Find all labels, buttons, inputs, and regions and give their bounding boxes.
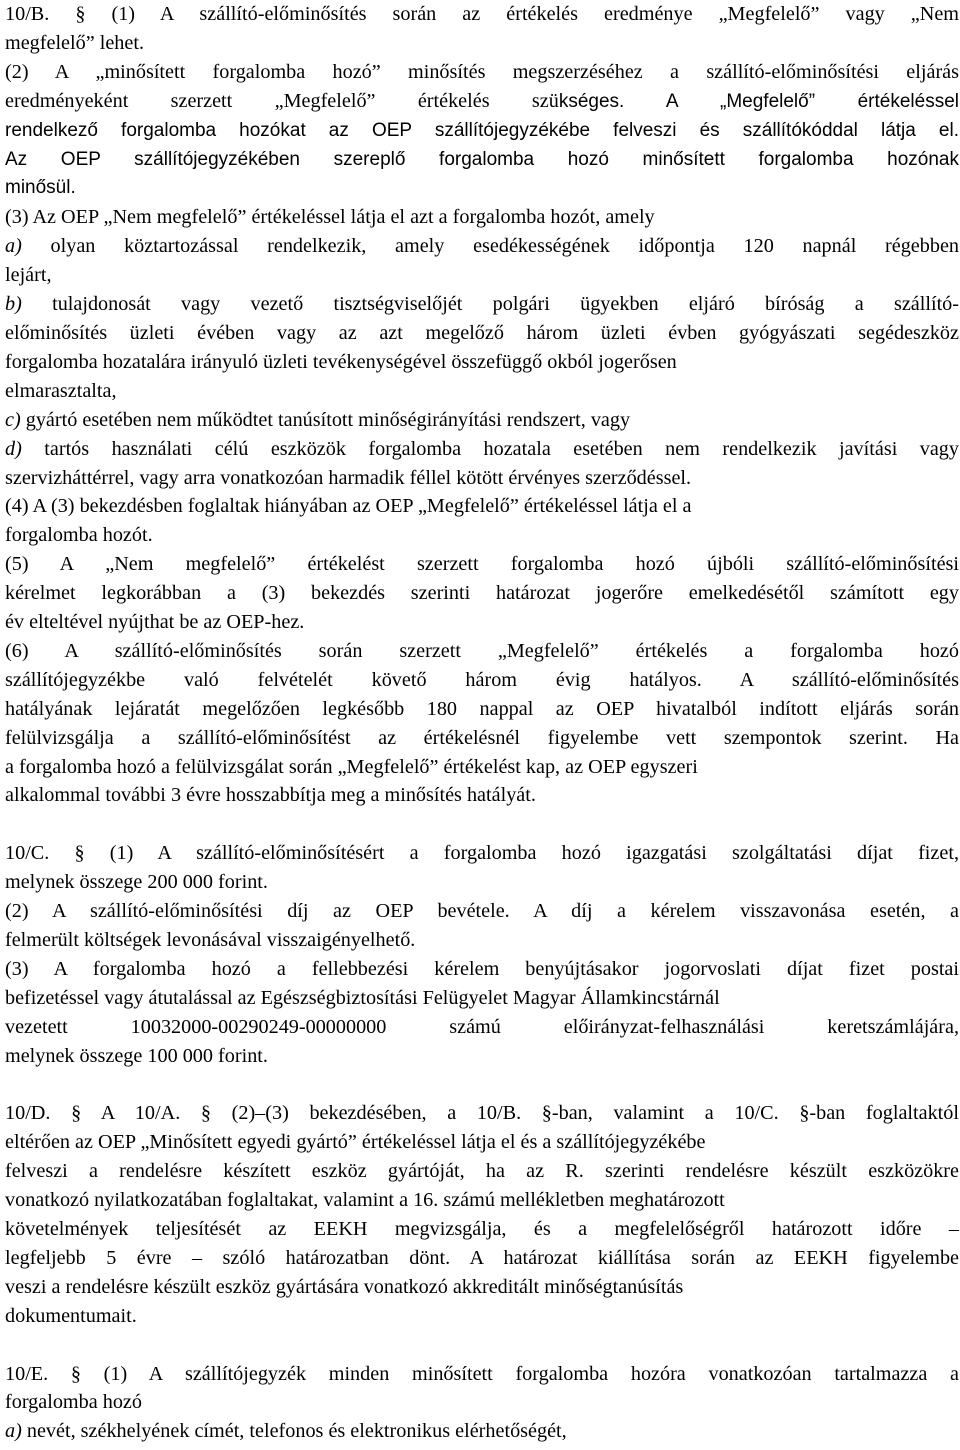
text-line xyxy=(5,87,959,117)
text-line xyxy=(5,0,959,29)
text-line xyxy=(5,1186,959,1215)
text-line xyxy=(5,1302,959,1331)
text-segment: minősül. xyxy=(5,177,76,199)
text-segment: dokumentumait. xyxy=(5,1304,137,1327)
text-segment: követelmények teljesítését az EEKH megvizsgálja, és a megfelelőségről határozott időre – xyxy=(5,1218,959,1241)
text-segment: (4) A (3) bekezdésben foglaltak hiányában az OEP „Megfelelő” értékeléssel látja el a xyxy=(5,495,692,518)
text-line xyxy=(5,203,959,232)
text-segment: melynek összege 200 000 forint. xyxy=(5,871,268,894)
text-segment: (2) A szállító-előminősítési díj az OEP bevétele. A díj a kérelem visszavonása esetén, a xyxy=(5,900,959,923)
section-gap xyxy=(5,1071,959,1100)
text-segment: felülvizsgálja a szállító-előminősítést az értékelésnél figyelembe vett szempontok szerint. Ha xyxy=(5,726,959,749)
section-10E xyxy=(5,1360,959,1447)
text-segment: (5) A „Nem megfelelő” értékelést szerzett forgalomba hozó újbóli szállító-előminősítési xyxy=(5,553,959,576)
text-line xyxy=(5,695,959,724)
text-segment: (3) A forgalomba hozó a fellebbezési kérelem benyújtásakor jogorvoslati díjat fizet postai xyxy=(5,957,959,980)
text-line xyxy=(5,464,959,493)
text-line xyxy=(5,58,959,87)
text-segment: lejárt, xyxy=(5,264,52,287)
text-segment: nevét, székhelyének címét, telefonos és elektronikus elérhetőségét, xyxy=(21,1420,567,1443)
text-line xyxy=(5,492,959,521)
text-segment: kérelmet legkorábban a (3) bekezdés szerinti határozat jogerőre emelkedésétől számított egy xyxy=(5,582,959,605)
text-segment: a forgalomba hozó a felülvizsgálat során „Megfelelő” értékelést kap, az OEP egyszeri xyxy=(5,755,698,778)
text-segment: eredményeként szerzett „Megfelelő” értékelés szü xyxy=(5,89,559,112)
text-segment: (6) A szállító-előminősítés során szerzett „Megfelelő” értékelés a forgalomba hozó xyxy=(5,639,959,662)
text-line xyxy=(5,1417,959,1446)
text-segment: eltérően az OEP „Minősített egyedi gyártó” értékeléssel látja el és a szállítójegyzékébe xyxy=(5,1131,706,1154)
text-line xyxy=(5,666,959,695)
text-line xyxy=(5,348,959,377)
text-line xyxy=(5,1128,959,1157)
text-line xyxy=(5,521,959,550)
text-line xyxy=(5,146,959,175)
text-segment: (3) Az OEP „Nem megfelelő” értékeléssel látja el azt a forgalomba hozót, amely xyxy=(5,206,655,229)
text-segment: alkalommal további 3 évre hosszabbítja meg a minősítés hatályát. xyxy=(5,784,536,807)
text-line xyxy=(5,1013,959,1042)
text-segment: vezetett 10032000-00290249-00000000 számú előirányzat-felhasználási keretszámlájára, xyxy=(5,1015,959,1038)
text-segment: előminősítés üzleti évében vagy az azt megelőző három üzleti évben gyógyászati segédeszköz xyxy=(5,321,959,344)
text-line xyxy=(5,290,959,319)
text-line xyxy=(5,1099,959,1128)
text-line xyxy=(5,261,959,290)
text-segment: szervizháttérrel, vagy arra vonatkozóan harmadik féllel kötött érvényes szerződéssel. xyxy=(5,466,692,489)
item-marker: d) xyxy=(5,437,22,460)
text-segment: elmarasztalta, xyxy=(5,379,117,402)
text-line xyxy=(5,1215,959,1244)
text-line xyxy=(5,1360,959,1389)
text-segment: (2) A „minősített forgalomba hozó” minősítés megszerzéséhez a szállító-előminősítési eljárás xyxy=(5,60,959,83)
text-line xyxy=(5,839,959,868)
item-marker: a) xyxy=(5,1420,22,1443)
section-10B xyxy=(5,0,959,810)
text-line xyxy=(5,29,959,58)
text-segment: 10/B. § (1) A szállító-előminősítés során az értékelés eredménye „Megfelelő” vagy „Nem xyxy=(5,3,959,25)
text-line xyxy=(5,1157,959,1186)
text-line xyxy=(5,406,959,435)
section-10C xyxy=(5,839,959,1070)
text-line xyxy=(5,984,959,1013)
text-segment: kséges. A „Megfelelő” értékeléssel xyxy=(558,90,959,112)
text-line xyxy=(5,1042,959,1071)
text-line xyxy=(5,377,959,406)
text-segment: szállítójegyzékbe való felvételét követő három évig hatályos. A szállító-előminősítés xyxy=(5,668,959,691)
text-line xyxy=(5,955,959,984)
text-line xyxy=(5,1244,959,1273)
text-segment: legfeljebb 5 évre – szóló határozatban dönt. A határozat kiállítása során az EEKH figyelembe xyxy=(5,1246,959,1269)
text-line xyxy=(5,868,959,897)
text-segment: melynek összege 100 000 forint. xyxy=(5,1044,268,1067)
text-segment: hatályának lejáratát megelőzően legkésőbb 180 nappal az OEP hivatalból indított eljárás során xyxy=(5,697,959,720)
text-line xyxy=(5,117,959,146)
item-marker: c) xyxy=(5,408,21,431)
text-line xyxy=(5,1273,959,1302)
text-segment: gyártó esetében nem működtet tanúsított minőségirányítási rendszert, vagy xyxy=(20,408,631,431)
text-segment: 10/E. § (1) A szállítójegyzék minden minősített forgalomba hozóra vonatkozóan tartalmazza a xyxy=(5,1362,959,1385)
text-segment: veszi a rendelésre készült eszköz gyártására vonatkozó akkreditált minőségtanúsítás xyxy=(5,1275,684,1298)
text-segment: forgalomba hozót. xyxy=(5,524,153,547)
text-line xyxy=(5,926,959,955)
item-marker: a) xyxy=(5,235,22,258)
text-line xyxy=(5,174,959,203)
section-10D xyxy=(5,1099,959,1330)
text-line xyxy=(5,897,959,926)
text-segment: tartós használati célú eszközök forgalomba hozatala esetében nem rendelkezik javítási vagy xyxy=(21,437,959,460)
text-line xyxy=(5,608,959,637)
text-line xyxy=(5,637,959,666)
text-line xyxy=(5,550,959,579)
text-line xyxy=(5,1388,959,1417)
text-segment: Az OEP szállítójegyzékében szereplő forgalomba hozó minősített forgalomba hozónak xyxy=(5,148,959,170)
text-segment: 10/C. § (1) A szállító-előminősítésért a forgalomba hozó igazgatási szolgáltatási díjat fizet, xyxy=(5,842,959,865)
text-line xyxy=(5,232,959,261)
text-line xyxy=(5,781,959,810)
item-marker: b) xyxy=(5,293,22,316)
text-segment: 10/D. § A 10/A. § (2)–(3) bekezdésében, a 10/B. §-ban, valamint a 10/C. §-ban foglaltaktól xyxy=(5,1102,959,1125)
text-segment: forgalomba hozatalára irányuló üzleti tevékenységével összefüggő okból jogerősen xyxy=(5,350,677,373)
text-line xyxy=(5,753,959,782)
text-segment: felmerült költségek levonásával visszaigényelhető. xyxy=(5,928,416,951)
text-segment: év elteltével nyújthat be az OEP-hez. xyxy=(5,611,305,634)
document-page xyxy=(5,0,959,1446)
text-segment: felveszi a rendelésre készített eszköz gyártóját, ha az R. szerinti rendelésre készült eszközökre xyxy=(5,1160,959,1183)
text-line xyxy=(5,435,959,464)
text-segment: megfelelő” lehet. xyxy=(5,31,144,54)
text-segment: olyan köztartozással rendelkezik, amely esedékességének időpontja 120 napnál régebben xyxy=(21,235,959,258)
section-gap xyxy=(5,1331,959,1360)
text-line xyxy=(5,579,959,608)
text-segment: rendelkező forgalomba hozókat az OEP szállítójegyzékébe felveszi és szállítókóddal látja el. xyxy=(5,119,959,141)
text-segment: befizetéssel vagy átutalással az Egészségbiztosítási Felügyelet Magyar Államkincstárnál xyxy=(5,986,720,1009)
text-line xyxy=(5,319,959,348)
text-line xyxy=(5,724,959,753)
section-gap xyxy=(5,810,959,839)
text-segment: vonatkozó nyilatkozatában foglaltakat, valamint a 16. számú mellékletben meghatározott xyxy=(5,1189,725,1212)
text-segment: forgalomba hozó xyxy=(5,1391,142,1414)
text-segment: tulajdonosát vagy vezető tisztségviselőjét polgári ügyekben eljáró bíróság a szállító- xyxy=(21,293,959,316)
